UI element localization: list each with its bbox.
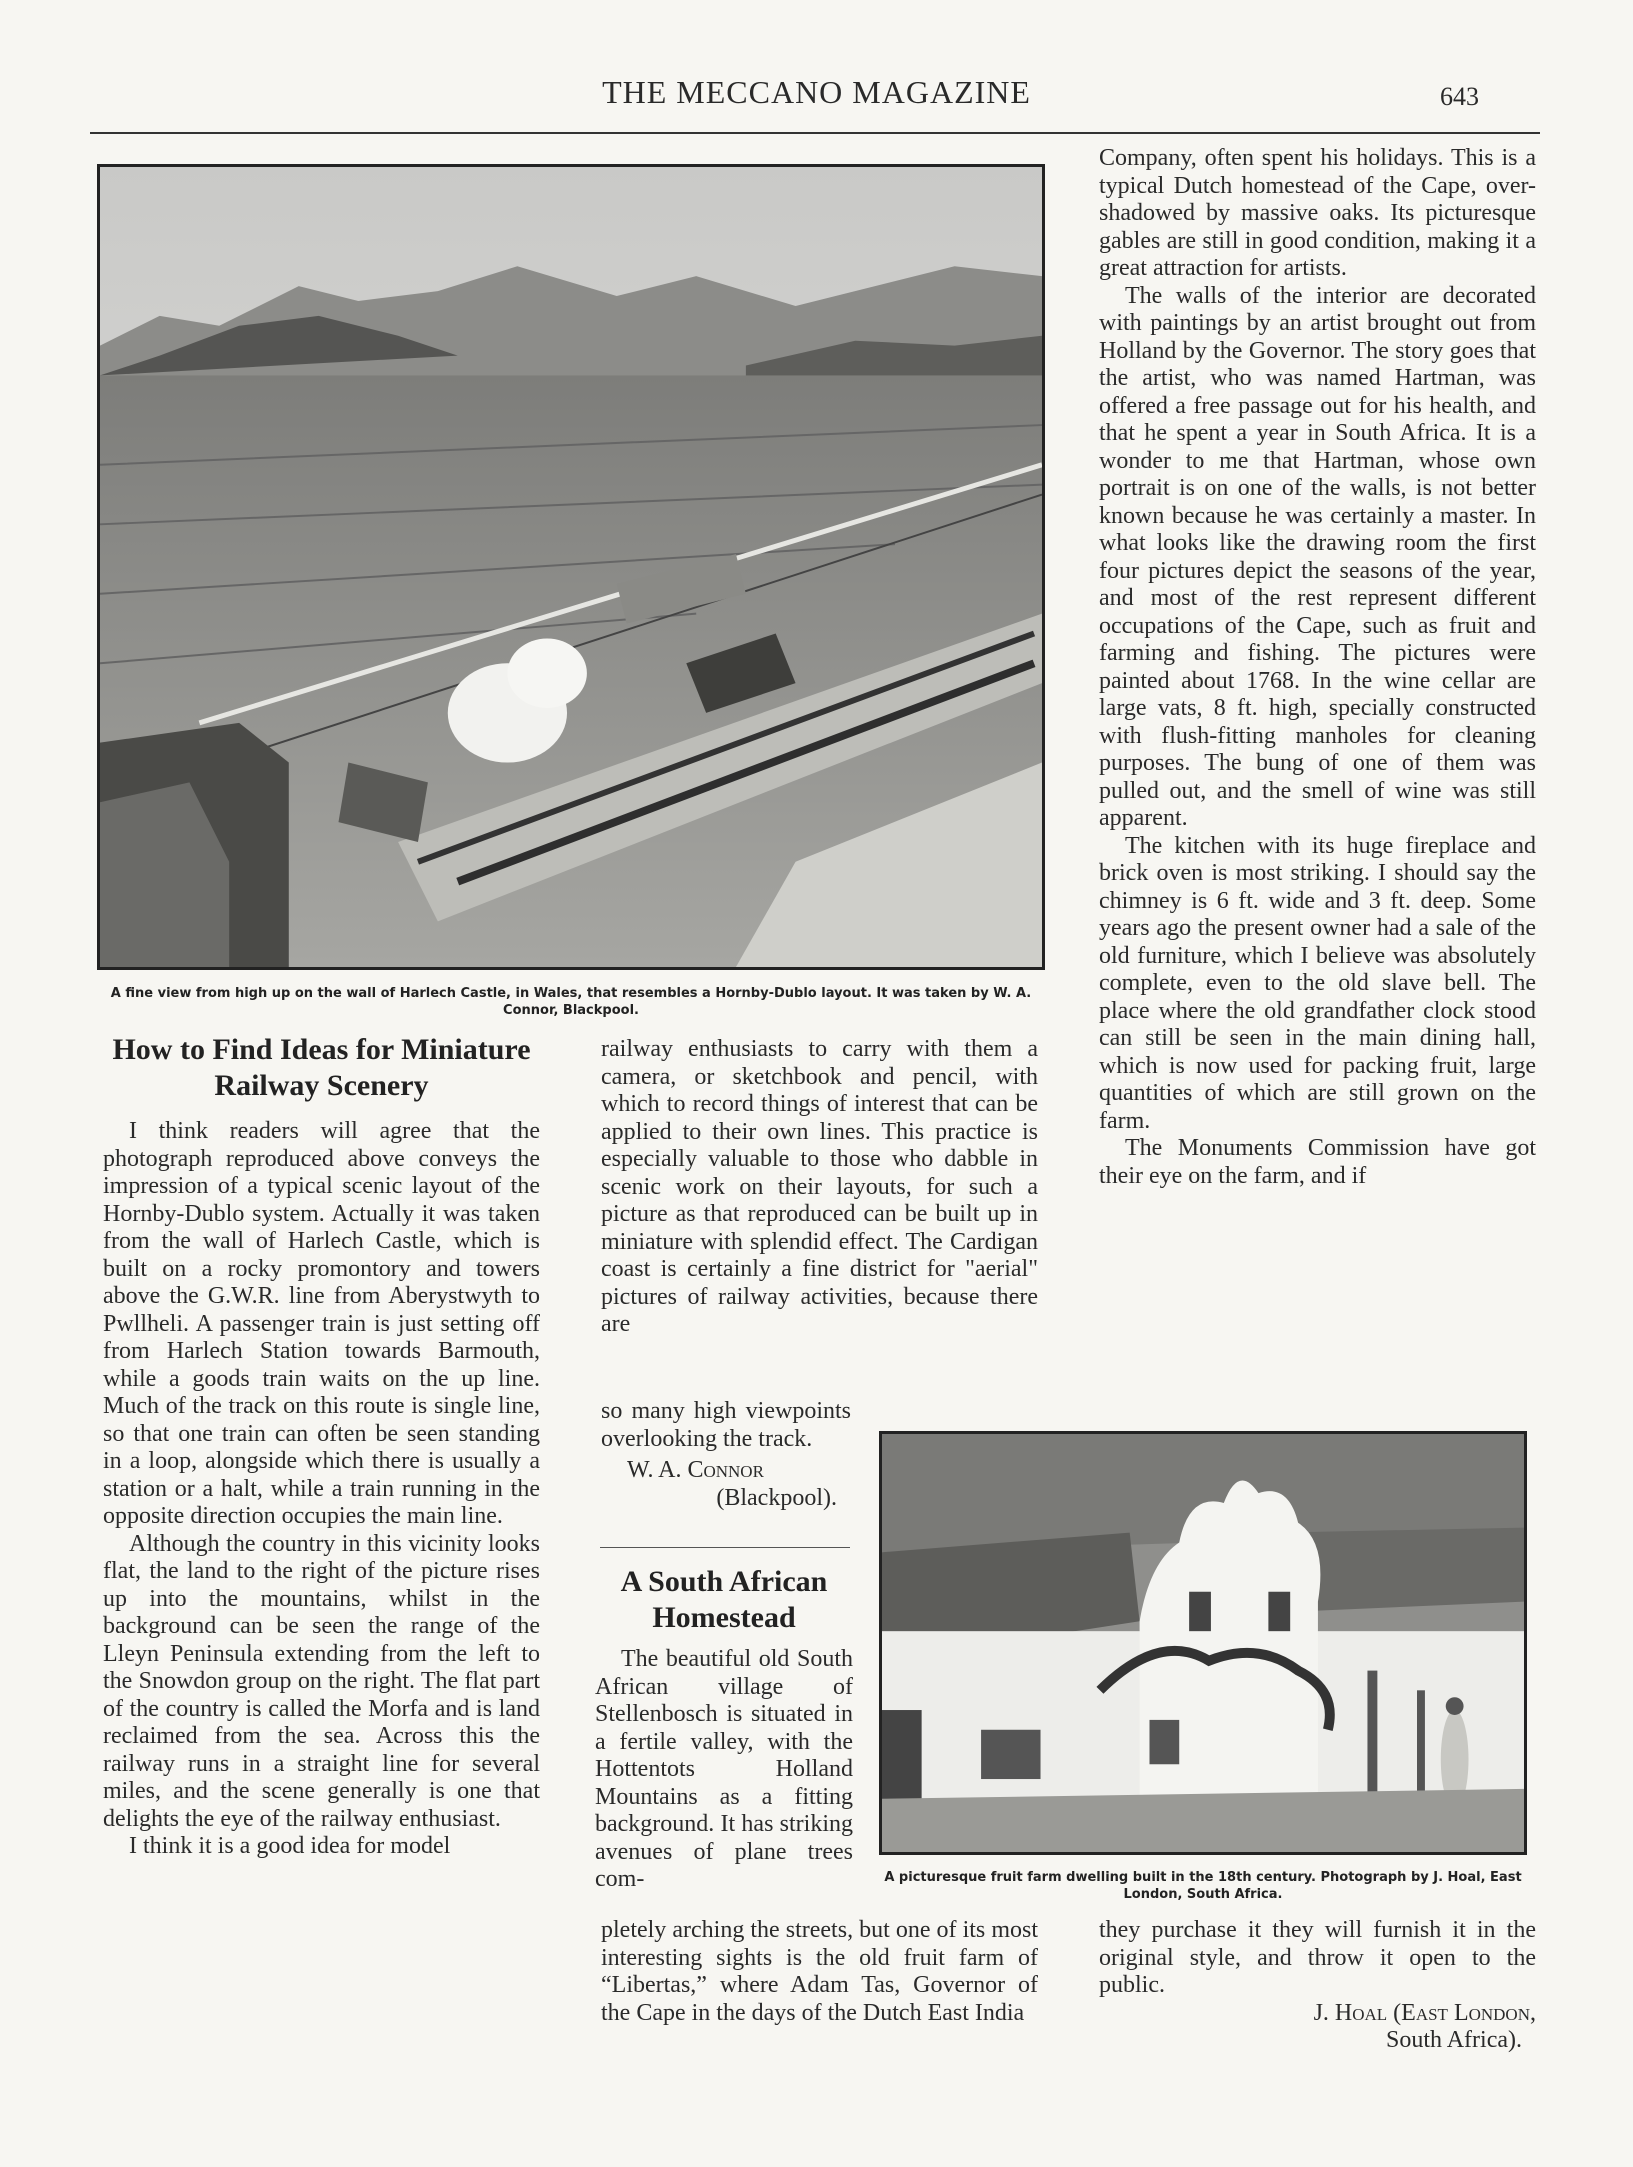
article2-column-2-wide	[601, 1917, 1038, 2027]
article1-paragraph-1: I think readers will agree that the photograph reproduced above conveys the impression of a typical scenic layout of the Hornby-Dublo system. Actually it was taken from the wall of Harlech Castle, which is built on a rocky promontory and towers above the G.W.R. line from Aberystwyth to Pwllheli. A passenger train is just setting off from Harlech Station towards Barmouth, while a goods train waits on the up line. Much of the track on this route is single line, so that one train can often be seen standing in a loop, alongside which there is usually a station or a halt, while a train running in the opposite direction occupies the main line.	[103, 1118, 540, 1529]
article-divider	[600, 1547, 850, 1548]
article2-column3-paragraph-4-continued: they purchase it they will furnish it in the original style, and throw it open to the public.	[1099, 1917, 1536, 1998]
harlech-photo	[97, 164, 1045, 970]
article2-signature	[1099, 2000, 1536, 2055]
article1-headline: How to Find Ideas for Miniature Railway Scenery	[112, 1033, 531, 1102]
harlech-photo-caption: A fine view from high up on the wall of Harlech Castle, in Wales, that resembles a Hornby-Dublo layout. It was taken by W. A. Connor, Blackpool.	[110, 986, 1032, 1018]
article1-paragraph-3-continued: railway enthusiasts to carry with them a camera, or sketchbook and pencil, with which to record things of interest that can be applied to their own lines. This practice is especially valuable to those who dabble in scenic work on their layouts, for such a picture as that reproduced can be built up in miniature with splendid effect. The Cardigan coast is certainly a fine district for "aerial" pictures of railway activities, because there are	[601, 1036, 1038, 1337]
article2-paragraph-1-continued: pletely arching the streets, but one of its most interesting sights is the old fruit farm of “Libertas,” where Adam Tas, Governor of the Cape in the days of the Dutch East India	[601, 1917, 1038, 2026]
article2-column-2	[595, 1564, 853, 1894]
article2-column-3-end	[1099, 1917, 1536, 2055]
farm-photo	[879, 1431, 1527, 1855]
header-rule	[90, 132, 1540, 134]
page-number: 643	[1440, 82, 1479, 111]
farm-photo-image	[882, 1434, 1524, 1852]
article1-signature-name: W. A. Connor	[627, 1457, 764, 1483]
article2-column-3	[1099, 145, 1536, 1190]
article1-column-2-narrow	[601, 1398, 851, 1512]
article2-signature-place: South Africa).	[1386, 2027, 1522, 2053]
article2-column3-paragraph-4: The Monuments Commission have got their eye on the farm, and if	[1099, 1135, 1536, 1189]
article1-column-2	[601, 1036, 1038, 1339]
farm-photo-caption: A picturesque fruit farm dwelling built in the 18th century. Photograph by J. Hoal, East London, South Africa.	[884, 1870, 1522, 1902]
article1-paragraph-3-start: I think it is a good idea for model	[129, 1833, 451, 1859]
article2-signature-name: J. Hoal (East London,	[1313, 1999, 1536, 2026]
article1-signature	[601, 1457, 851, 1512]
article2-column3-paragraph-3: The kitchen with its huge fireplace and brick oven is most striking. I should say the chimney is 6 ft. wide and 3 ft. deep. Some years ago the present owner had a sale of the old furniture, which I believe was absolutely complete, even to the old slave bell. The place where the old grandfather clock stood can still be seen in the main dining hall, which is now used for packing fruit, large quantities of which are still grown on the farm.	[1099, 832, 1536, 1134]
article2-paragraph-1: The beautiful old South African village of Stellenbosch is situated in a fertile valley, with the Hottentots Holland Mountains as a fitting background. It has striking avenues of plane trees com-	[595, 1646, 853, 1892]
article1-paragraph-2: Although the country in this vicinity looks flat, the land to the right of the picture rises up into the mountains, whilst in the background can be seen the range of the Lleyn Peninsula extending from the left to the Snowdon group on the right. The flat part of the country is called the Morfa and is land reclaimed from the sea. Across this the railway runs in a straight line for several miles, and the scene generally is one that delights the eye of the railway enthusiast.	[103, 1530, 540, 1832]
article1-paragraph-3-end: so many high viewpoints overlooking the track.	[601, 1398, 851, 1452]
harlech-photo-image	[100, 167, 1042, 967]
article1-signature-place: (Blackpool).	[716, 1484, 837, 1511]
running-header-title: THE MECCANO MAGAZINE	[602, 74, 1031, 110]
article2-column3-paragraph-1: Company, often spent his holidays. This is a typical Dutch homestead of the Cape, over-shadowed by massive oaks. Its picturesque gables are still in good condition, making it a great attraction for artists.	[1099, 145, 1536, 281]
article2-column3-paragraph-2: The walls of the interior are decorated with paintings by an artist brought out from Holland by the Governor. The story goes that the artist, who was named Hartman, was offered a free passage out for his health, and that he spent a year in South Africa. It is a wonder to me that Hartman, whose own portrait is on one of the walls, is not better known because he was certainly a master. In what looks like the drawing room the first four pictures depict the seasons of the year, and most of the rest represent different occupations of the Cape, such as fruit and farming and fishing. The pictures were painted about 1768. In the wine cellar are large vats, 8 ft. high, specially constructed with flush-fitting manholes for cleaning purposes. The bung of one of them was pulled out, and the smell of wine was still apparent.	[1099, 282, 1536, 831]
article1-column-1	[103, 1032, 540, 1861]
article2-headline: A South African Homestead	[620, 1565, 828, 1634]
